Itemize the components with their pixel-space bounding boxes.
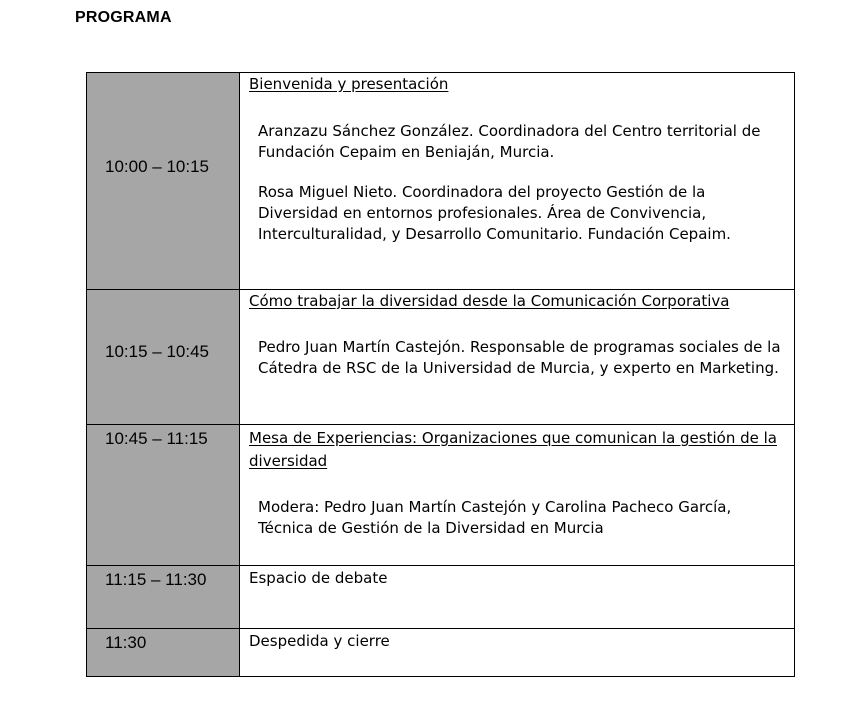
time-cell bbox=[87, 290, 240, 425]
page-title: PROGRAMA bbox=[75, 9, 172, 26]
speaker-entry: Aranzazu Sánchez González. Coordinadora del Centro territorial de Fundación Cepaim en Beniaján, Murcia. bbox=[258, 122, 761, 161]
session-cell bbox=[240, 425, 795, 566]
table-row bbox=[87, 425, 795, 566]
time-cell bbox=[87, 425, 240, 566]
table-row bbox=[87, 290, 795, 425]
speaker-entry: Pedro Juan Martín Castejón. Responsable de programas sociales de la Cátedra de RSC de la Universidad de Murcia, y experto en Marketing. bbox=[258, 338, 781, 377]
table-row bbox=[87, 629, 795, 677]
program-table bbox=[86, 72, 795, 677]
table-row bbox=[87, 73, 795, 290]
session-title: Mesa de Experiencias: Organizaciones que comunican la gestión de la diversidad bbox=[249, 429, 777, 470]
session-cell bbox=[240, 629, 795, 677]
time-cell bbox=[87, 566, 240, 629]
time-label: 11:30 bbox=[105, 633, 147, 652]
session-title: Bienvenida y presentación bbox=[249, 75, 449, 93]
session-cell bbox=[240, 290, 795, 425]
time-cell bbox=[87, 629, 240, 677]
session-title: Despedida y cierre bbox=[249, 632, 390, 650]
time-label: 10:45 – 11:15 bbox=[105, 429, 208, 448]
session-cell bbox=[240, 73, 795, 290]
time-cell bbox=[87, 73, 240, 290]
session-title: Cómo trabajar la diversidad desde la Comunicación Corporativa bbox=[249, 292, 730, 310]
session-cell bbox=[240, 566, 795, 629]
speaker-entry: Rosa Miguel Nieto. Coordinadora del proyecto Gestión de la Diversidad en entornos profesionales. Área de Convivencia, Interculturalidad, y Desarrollo Comunitario. Fundación Cepaim. bbox=[258, 183, 731, 243]
table-row bbox=[87, 566, 795, 629]
time-label: 10:15 – 10:45 bbox=[105, 342, 209, 361]
speaker-entry: Modera: Pedro Juan Martín Castejón y Carolina Pacheco García, Técnica de Gestión de la Diversidad en Murcia bbox=[258, 498, 732, 537]
time-label: 11:15 – 11:30 bbox=[105, 570, 207, 589]
session-title: Espacio de debate bbox=[249, 569, 388, 587]
time-label: 10:00 – 10:15 bbox=[105, 157, 209, 176]
